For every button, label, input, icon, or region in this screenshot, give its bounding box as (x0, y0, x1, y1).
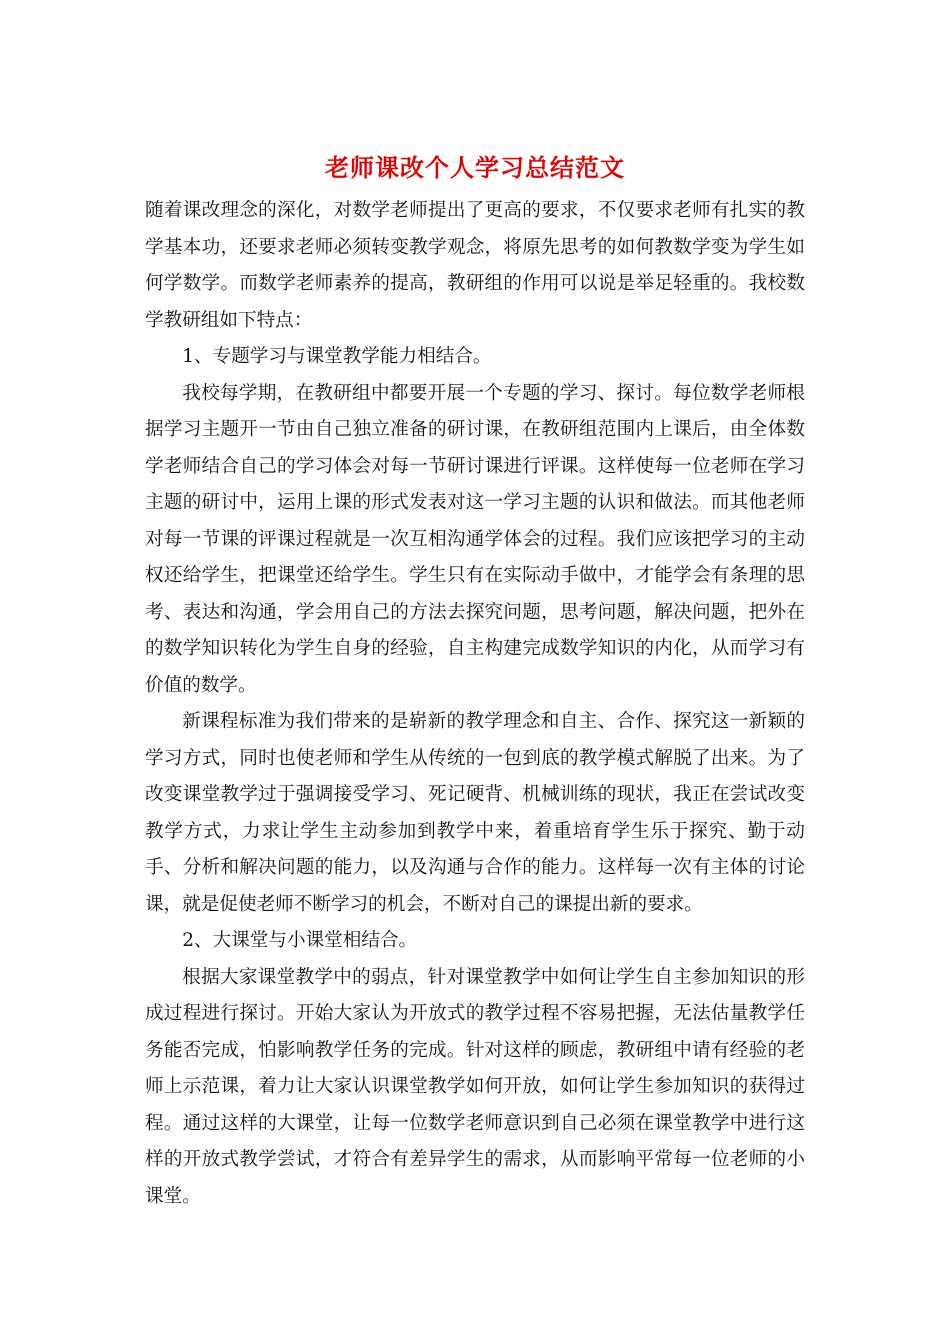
body-paragraph: 新课程标准为我们带来的是崭新的教学理念和自主、合作、探究这一新颖的学习方式，同时也使老师和学生从传统的一包到底的教学模式解脱了出来。为了改变课堂教学过于强调接受学习、死记硬背、机械训练的现状，我正在尝试改变教学方式，力求让学生主动参加到教学中来，着重培育学生乐于探究、勤于动手、分析和解决问题的能力，以及沟通与合作的能力。这样每一次有主体的讨论课，就是促使老师不断学习的机会，不断对自己的课提出新的要求。 (145, 711, 805, 915)
intro-paragraph: 随着课改理念的深化，对数学老师提出了更高的要求，不仅要求老师有扎实的教学基本功，还要求老师必须转变教学观念，将原先思考的如何教数学变为学生如何学数学。而数学老师素养的提高，教研组的作用可以说是举足轻重的。我校数学教研组如下特点： (145, 200, 805, 331)
body-paragraph: 根据大家课堂教学中的弱点，针对课堂教学中如何让学生自主参加知识的形成过程进行探讨。开始大家认为开放式的教学过程不容易把握，无法估量教学任务能否完成，怕影响教学任务的完成。针对这样的顾虑，教研组中请有经验的老师上示范课，着力让大家认识课堂教学如何开放，如何让学生参加知识的获得过程。通过这样的大课堂，让每一位数学老师意识到自己必须在课堂教学中进行这样的开放式教学尝试，才符合有差异学生的需求，从而影响平常每一位老师的小课堂。 (145, 966, 805, 1207)
document-body (145, 193, 805, 1215)
document-title: 老师课改个人学习总结范文 (325, 153, 625, 182)
body-paragraph: 我校每学期，在教研组中都要开展一个专题的学习、探讨。每位数学老师根据学习主题开一节由自己独立准备的研讨课，在教研组范围内上课后，由全体数学老师结合自己的学习体会对每一节研讨课进行评课。这样使每一位老师在学习主题的研讨中，运用上课的形式发表对这一学习主题的认识和做法。而其他老师对每一节课的评课过程就是一次互相沟通学体会的过程。我们应该把学习的主动权还给学生，把课堂还给学生。学生只有在实际动手做中，才能学会有条理的思考、表达和沟通，学会用自己的方法去探究问题，思考问题，解决问题，把外在的数学知识转化为学生自身的经验，自主构建完成数学知识的内化，从而学习有价值的数学。 (145, 382, 805, 696)
section-heading-2: 2、大课堂与小课堂相结合。 (182, 930, 418, 951)
section-heading-1: 1、专题学习与课堂教学能力相结合。 (182, 346, 492, 367)
